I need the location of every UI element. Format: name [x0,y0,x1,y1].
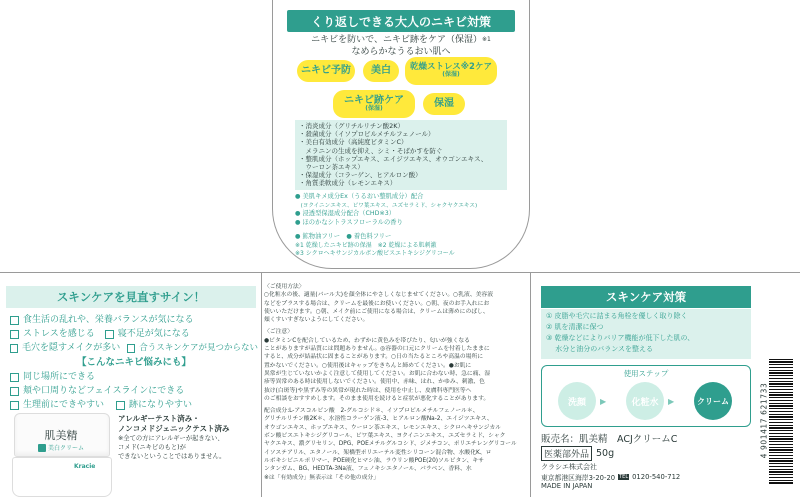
jar-maker: Kracie [74,463,96,470]
ingredient-line: メラニンの生成を抑え、シミ・そばかすを防ぐ [299,146,443,155]
allergy-note [118,414,258,461]
care-item: ② 肌を清潔に保つ [546,323,604,331]
pill-scar-care-label: ニキビ跡ケア [344,94,404,106]
ingredient-box [295,120,507,190]
phone: 0120-540-712 [632,473,681,481]
caution-line: 異常が生じていないかよく注意して使用してください。お肌に合わない時、急に痛、湿 [264,370,491,377]
footnotes [295,233,515,259]
pill-acne-prevention [297,60,355,82]
check-label: 合うスキンケアが見つからない [139,343,258,353]
caution-line: のご相談をおすすめします。そのまま使用を続けると症状が悪化することがあります。 [264,395,490,402]
top-lead [273,34,529,58]
step-toner [626,382,664,420]
check-row [10,370,258,384]
caution-line: ●ビタミンCを配合しているため、わずかに黄色みを帯びたり、匂いが強くなる [264,337,470,344]
care-steps-box [541,309,751,359]
ingredient-line: ・消炎成分（グリチルリチン酸2K） [299,122,404,130]
category-row [541,446,614,461]
jar-body [12,457,112,497]
fold-line-left [261,272,262,497]
pill-dry-stress-sub: (保湿) [442,71,460,79]
right-title: スキンケア対策 [605,290,687,304]
caution-line: 置かないでください。○使用後はキャップをきちんと締めてください。●お肌に [264,362,472,369]
pill-dry-stress-label: 乾燥ストレス※2ケア [410,62,492,73]
extras-list [295,193,515,227]
check-label: ストレスを感じる [23,329,95,339]
top-panel [272,0,530,269]
left-title: スキンケアを見直すサイン！ [56,290,206,304]
footnote-line: ※1 乾燥したニキビ跡の保湿 ※2 乾燥による肌刺激 [295,241,437,249]
usage-line: 頬くすいすぎないようにしてください。 [264,317,369,324]
step-cream-label: クリーム [697,396,729,406]
ingredient-line: ・美白有効成分（高純度ビタミンC） [299,138,408,147]
caution-line: すると、成分が結晶状に固まることがあります。○日の当たるところや高温の場所に [264,354,484,361]
top-title-bar [287,10,515,32]
product-name: 販売名：肌美精 ACJクリームC [541,434,678,445]
right-title-bar [541,286,751,308]
arrow-right-icon: ▶ [668,397,675,406]
address: 東京都港区海岸3-20-20 [541,474,616,482]
jar-label-band [28,443,94,452]
checkbox-icon [116,401,125,410]
check-label: 寝不足が気になる [117,329,190,339]
step-cream [694,382,732,420]
check-row [10,341,258,355]
caution-line: 疹等異常のある時は使用しないでください。使用中、赤味、はれ、かゆみ、刺激、色 [264,379,485,386]
caution-line: 抜け(白斑等)や黒ずみ等の異常が現れた時は、使用を中止し、皮膚科専門医等へ [264,387,472,394]
check-row [10,398,258,412]
middle-panel [264,283,528,497]
check-label: 頬や口周りなどフェイスラインにできる [23,386,185,396]
check-row [10,327,258,341]
step-toner-label: 化粧水 [631,397,659,408]
ingredient-line: ・角質柔軟成分（レモンエキス） [299,179,397,188]
check-label: 跡になりやすい [129,400,193,410]
origin: MADE IN JAPAN [541,482,593,490]
right-panel [531,273,800,497]
footnote-line: ● 鉱物油フリー ● 着色料フリー [295,233,392,240]
check-label: 食生活の乱れや、栄養バランスが気になる [23,315,194,325]
ingredient-line: ・保湿成分（コラーゲン、ヒアルロン酸） [299,171,422,180]
usage-line: ○化粧水の後、適量(パール大)を顔全体にやさしくなじませてください。○乳液、美容液 [264,292,494,299]
extra-line: ● 浸透型保湿成分配合（CHD※3） [295,210,396,217]
extra-line: (ヨクイニンエキス、ビワ葉エキス、ユズセラミド、シャクヤクエキス) [295,202,478,209]
ingredient-line: ウーロン茶エキス） [299,163,364,172]
check-label: 同じ場所にできる [23,372,96,382]
ingredient-line: ・殺菌成分（イソプロピルメチルフェノール） [299,130,435,139]
usage-line: 使いいただけます。○朝、メイク前にご使用になる場合は、クリームは薄めにのばし、 [264,308,489,315]
top-title: くり返しできる大人のニキビ対策 [310,14,491,29]
ingredient-list-line: ボン酸ビスエトキシジグリコール、ビワ葉エキス、ヨクイニンエキス、ユズセラミド、シャク [264,433,506,440]
extra-line: ● 美肌キメ成分Ex（うるおい整肌成分）配合 [295,193,424,200]
care-item: 水分と油分のバランスを整える [546,345,654,353]
address-row [541,472,680,482]
ingredient-line: ・整肌成分（ホップエキス、エイジツエキス、オウゴンエキス、 [299,154,488,163]
left-subheading: 【こんなニキビ悩みにも】 [76,357,191,368]
care-item: ① 皮脂や毛穴に詰まる角栓を優しく取り除く [546,312,688,320]
barcode-bars [769,359,793,485]
top-lead-line1: ニキビを防いで、ニキビ跡をケア（保湿） [311,35,482,45]
jar-badge-icon [38,444,46,452]
caution-line: ことがありますが品質には問題ありません。◎容器の口元にクリームを付着したままに [264,346,490,353]
allergy-line: コメド(ニキビのもと)が [118,444,186,451]
jar-label: 美白クリーム [47,445,84,452]
footnote-line: ※3 シクロヘキサンジカルボン酸ビスエトキシジグリコール [295,250,455,257]
phone-badge-icon: TEL [619,474,629,480]
usage-steps-frame [541,365,751,427]
care-item: ③ 乾燥などによりバリア機能が低下した肌の、 [546,334,695,342]
checkbox-icon [10,316,19,325]
usage-line: などをプラスする場合は、クリームを最後にお使いください。○朝、夜のお手入れにお [264,300,490,307]
allergy-line: アレルギーテスト済み・ [118,414,200,423]
pill-scar-care [333,90,415,118]
check-row [10,384,258,398]
pill-scar-care-sub: (保湿) [365,105,383,113]
checkbox-icon [10,387,19,396]
barcode [757,359,793,485]
steps-label: 使用ステップ [623,369,669,378]
usage-heading: 〈ご使用方法〉 [264,284,305,290]
volume: 50g [596,448,615,459]
step-wash-label: 洗顔 [567,397,586,408]
allergy-line: ※全ての方にアレルギーが起きない、 [118,435,224,442]
pill-whitening-label: 美白 [371,64,391,76]
product-jar-image [12,413,112,497]
check-label: 毛穴を隠すメイクが多い [21,343,121,353]
ingredient-list-line: 配合成分:L-アスコルビン酸 2-グルコシド＊、イソプロピルメチルフェノール＊、 [264,408,479,415]
left-title-bar [6,286,256,308]
extra-line: ● ほのかなシトラスフローラルの香り [295,218,403,226]
top-lead-line2: なめらかなうるおい肌へ [351,47,451,57]
barcode-number: 4 901417 621733 [759,382,769,459]
pill-dry-stress [405,57,497,85]
ingredient-list-line: イソステアリル、エタノール、架橋型ポリエーテル変性シリコーン混合物、水酸化K、ロ [264,449,492,456]
checkbox-icon [127,344,135,353]
arrow-right-icon: ▶ [600,397,607,406]
checkbox-icon [10,373,19,382]
jar-brand: 肌美精 [44,429,78,442]
ingredient-list-line: ※は「有効成分」無表示は「その他の成分」 [264,474,379,481]
ingredient-list-line: ルボキシビニルポリマー、POE硬化ヒマシ油、ラウリン酸POE(20)ソルビタン、キサ [264,457,484,464]
ingredient-list-line: グリチルリチン酸2K＊、水溶性コラーゲン液-3、ヒアルロン酸Na-2、エイジツエキス、 [264,416,493,423]
company: クラシエ株式会社 [541,463,597,471]
checkbox-icon [10,344,18,353]
top-lead-note: ※1 [481,36,491,43]
pill-moisture-label: 保湿 [434,97,454,109]
step-wash [558,382,596,420]
caution-heading: 〈ご注意〉 [264,329,293,336]
allergy-line: できないということではありません。 [118,453,226,460]
sign-checklist [10,313,258,412]
pill-acne-prevention-label: ニキビ予防 [301,64,351,76]
checkbox-icon [10,330,19,339]
checkbox-icon [10,401,19,410]
ingredient-list-line: ヤクエキス、濃グリセリン、DPG、POEメチルグルコシド、ジメチコン、ポリエチレングリコール [264,441,517,448]
check-label: 生理前にできやすい [23,400,105,410]
allergy-line: ノンコメドジェニックテスト済み [118,424,230,433]
ingredient-list-line: オウゴンエキス、ホップエキス、ウーロン茶エキス、レモンエキス、シクロヘキサンジカル [264,424,502,431]
category-badge: 医薬部外品 [541,446,592,461]
left-panel [0,273,261,497]
check-row [10,313,258,327]
pill-whitening [363,60,399,82]
ingredient-list-line: ンタンガム、BG、HEDTA-3Na液、フェノキシエタノール、パラベン、香料、水 [264,466,472,473]
pill-moisture [423,93,465,115]
checkbox-icon [105,330,114,339]
